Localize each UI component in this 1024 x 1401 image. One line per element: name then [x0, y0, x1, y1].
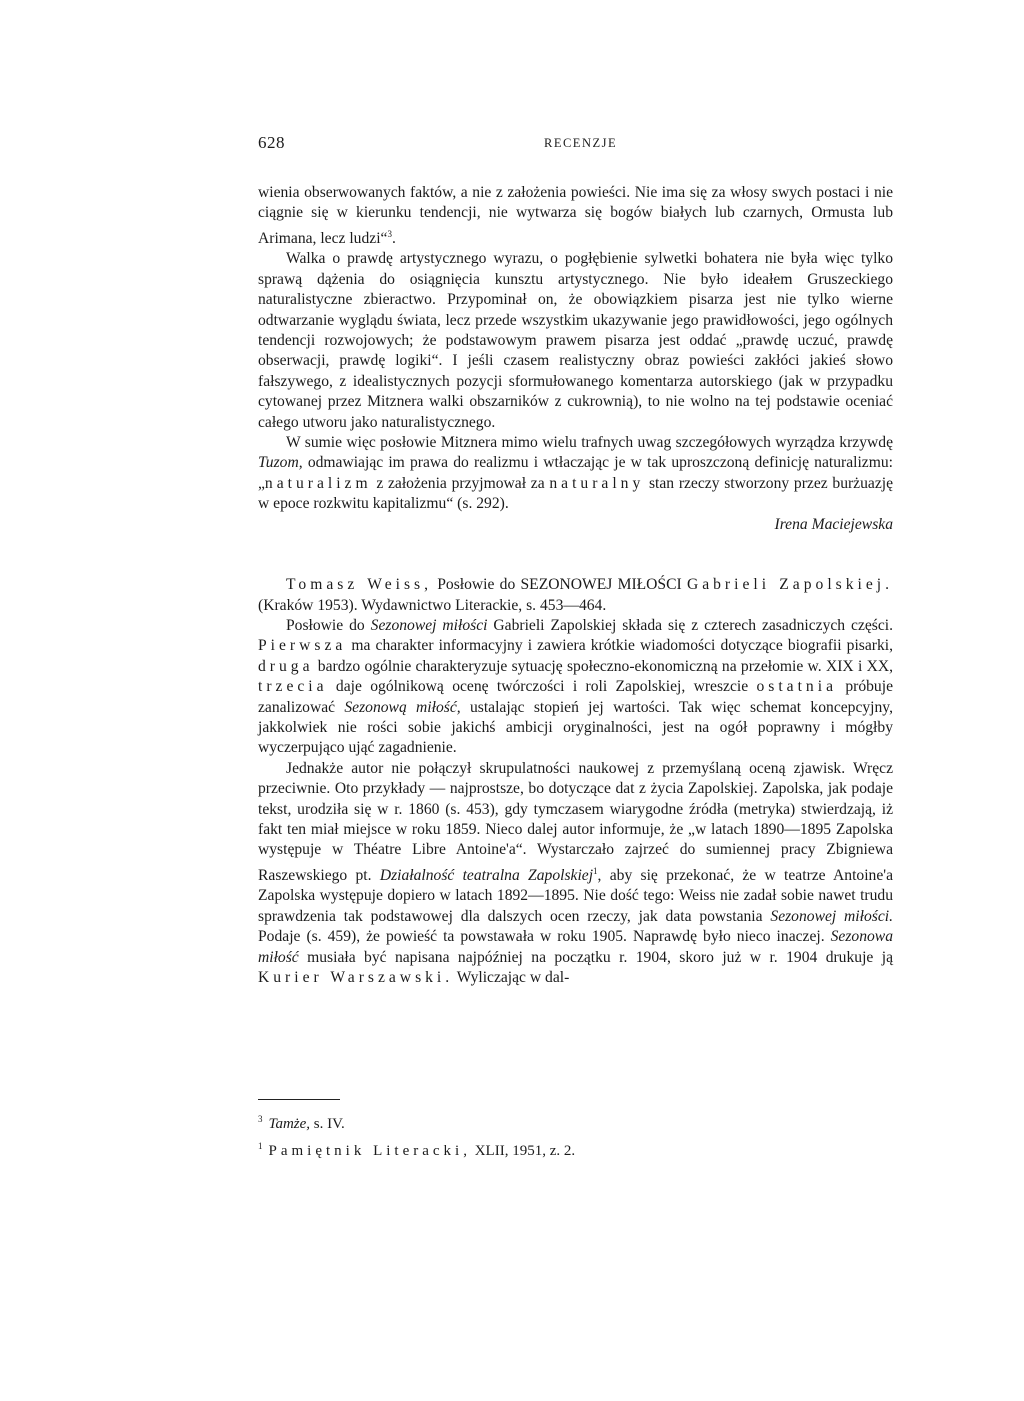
spaced-emphasis: druga — [258, 657, 314, 675]
italic-title: Sezonowej miłości — [370, 616, 488, 634]
text-run: Walka o prawdę artystycznego wyrazu, o pogłębienie sylwetki bohatera nie była więc tylko sprawą dążenia do osiągnięcia kunsztu artystycznego. Nie było ideałem Gruszeckiego naturalistyczne zbieractwo. Przypominał on, że obowiązkiem pisarza jest nie tylko wierne odtwarzanie wyglądu świata, lecz przede wszystkim ukazywanie jego prawidłowości, jego ogólnych tendencji rozwojowych; że podstawowym prawem pisarza jest oddać „prawdę uczuć, prawdę obserwacji, prawdę logiki“. I jeśli czasem realistyczny obraz powieści zakłóci jakieś słowo fałszywego, z idealistycznych pozycji sformułowanego komentarza autorskiego (jak w przypadku cytowanej przez Mitznera walki obszarników z cukrownią), to nie wolno na tej podstawie oceniać całego utworu jako naturalistycznego. — [258, 250, 893, 431]
text-run: Jednakże autor nie połączył skrupulatności naukowej z przemyślaną oceną zjawisk. Wręcz przeciwnie. Oto przykłady — najprostsze, bo dotyczące dat z życia Zapolskiej. Zapolska, jak podaje tekst, urodziła się w r. 1860 (s. 453), gdy tymczasem wiarygodne źródła (metryka) stwierdzają, iż fakt ten miał miejsce w roku 1859. Nieco dalej autor informuje, że „w latach 1890—1895 Zapolska występuje w Théatre Libre Antoine'a“. Wystarczało zajrzeć do sumiennej pracy Zbigniewa Raszewskiego pt. — [258, 759, 893, 884]
page-header — [258, 133, 893, 157]
footnote-divider — [258, 1099, 340, 1100]
text-run: W sumie więc posłowie Mitznera mimo wielu trafnych uwag szczegółowych wyrządza krzywdę — [286, 434, 893, 452]
italic-title: Sezonowej miłości. — [770, 907, 893, 925]
footnote-italic: Tamże, — [268, 1116, 311, 1132]
review1-paragraph-3 — [258, 433, 893, 515]
reviewed-author: Gabrieli Zapolskiej. — [686, 576, 893, 594]
text-run: bardzo ogólnie charakteryzuje sytuację społeczno-ekonomiczną na przełomie w. XIX i XX, — [313, 657, 893, 675]
text-run: Posłowie do SEZONOWEJ MIŁOŚCI — [432, 576, 687, 594]
spaced-emphasis: trzecia — [258, 678, 328, 696]
text-run: Podaje (s. 459), że powieść ta powstawała w roku 1905. Naprawdę było nieco inaczej. — [258, 928, 831, 946]
footnote-ref: 3 — [387, 228, 392, 239]
footnote-item — [258, 1108, 893, 1135]
page-number: 628 — [258, 133, 285, 152]
spaced-emphasis: Pierwsza — [258, 637, 347, 655]
text-run: musiała być napisana najpóźniej na początku r. 1904, skoro już w r. 1904 drukuje ją — [298, 948, 893, 966]
spaced-emphasis: ostatnia — [756, 678, 837, 696]
text-run: (Kraków 1953). Wydawnictwo Literackie, s. 453—464. — [258, 596, 607, 614]
text-run: Wyliczając w dal- — [453, 969, 570, 986]
italic-title: Sezonowa miłość — [258, 928, 893, 966]
text-run: , aby się przekonać, że w teatrze Antoine'a Zapolska występuje dopiero w latach 1892—1895. Nie dość tego: Weiss nie zadał sobie nawet trudu sprawdzenia tak podstawowej dla dalszych ocen rzeczy, jak data powstania — [258, 866, 893, 925]
page-body — [258, 183, 893, 988]
footnote-spaced: Pamiętnik Literacki, — [268, 1143, 471, 1159]
text-run: Gabrieli Zapolskiej składa się z czterech zasadniczych części. — [487, 616, 894, 634]
text-run: ustalając stopień jej wartości. Tak więc schemat koncepcyjny, jakkolwiek nie rości sobie jakichś ambicji oryginalności, jest na ogół poprawny i mógłby wyczerpująco ująć zagadnienie. — [258, 698, 893, 757]
text-run: wienia obserwowanych faktów, a nie z założenia powieści. Nie ima się za włosy swych postaci i nie ciągnie się w kierunku tendencji, nie wytwarza się bogów białych lub czarnych, Ormusta lub Arimana, lecz ludzi“ — [258, 184, 893, 247]
text-run: Posłowie do — [286, 616, 371, 634]
text-run: próbuje zanalizować — [258, 678, 893, 716]
footnote-item — [258, 1135, 893, 1162]
text-run: z założenia przyjmował za — [371, 474, 550, 492]
italic-title: Działalność teatralna Zapolskiej — [379, 866, 594, 884]
footnote-text: XLII, 1951, z. 2. — [470, 1143, 576, 1159]
text-run: daje ogólnikową ocenę twórczości i roli Zapolskiej, wreszcie — [327, 678, 757, 696]
review1-paragraph-1 — [258, 183, 893, 249]
spaced-emphasis: naturalny — [549, 474, 645, 492]
text-run: stan rzeczy stworzony przez burżuazję w epoce rozkwitu kapitalizmu“ (s. 292). — [258, 474, 893, 513]
text-run: odmawiając im prawa do realizmu i wtłaczając je w tak uproszczoną definicję naturalizmu: „ — [258, 454, 893, 492]
spaced-emphasis: Kurier Warszawski. — [258, 969, 454, 986]
italic-title: Tuzom, — [258, 454, 303, 472]
text-run: . — [391, 230, 396, 247]
footnotes — [258, 1108, 893, 1162]
footnote-ref: 1 — [593, 865, 598, 876]
review2-paragraph-1 — [258, 616, 893, 759]
text-run: ma charakter informacyjny i zawiera krótkie wiadomości dotyczące biografii pisarki, — [346, 637, 893, 655]
review1-signature: Irena Maciejewska — [774, 515, 893, 533]
spaced-emphasis: naturalizm — [264, 474, 372, 492]
review2-paragraph-2 — [258, 759, 893, 989]
review2-heading — [258, 575, 893, 616]
footnote-mark: 1 — [258, 1141, 263, 1151]
running-title: RECENZJE — [544, 136, 618, 150]
footnote-text: s. IV. — [310, 1116, 345, 1132]
review-author: Tomasz Weiss, — [286, 576, 432, 594]
review1-paragraph-2 — [258, 249, 893, 433]
italic-title: Sezonową miłość, — [344, 698, 461, 716]
footnote-mark: 3 — [258, 1114, 263, 1124]
